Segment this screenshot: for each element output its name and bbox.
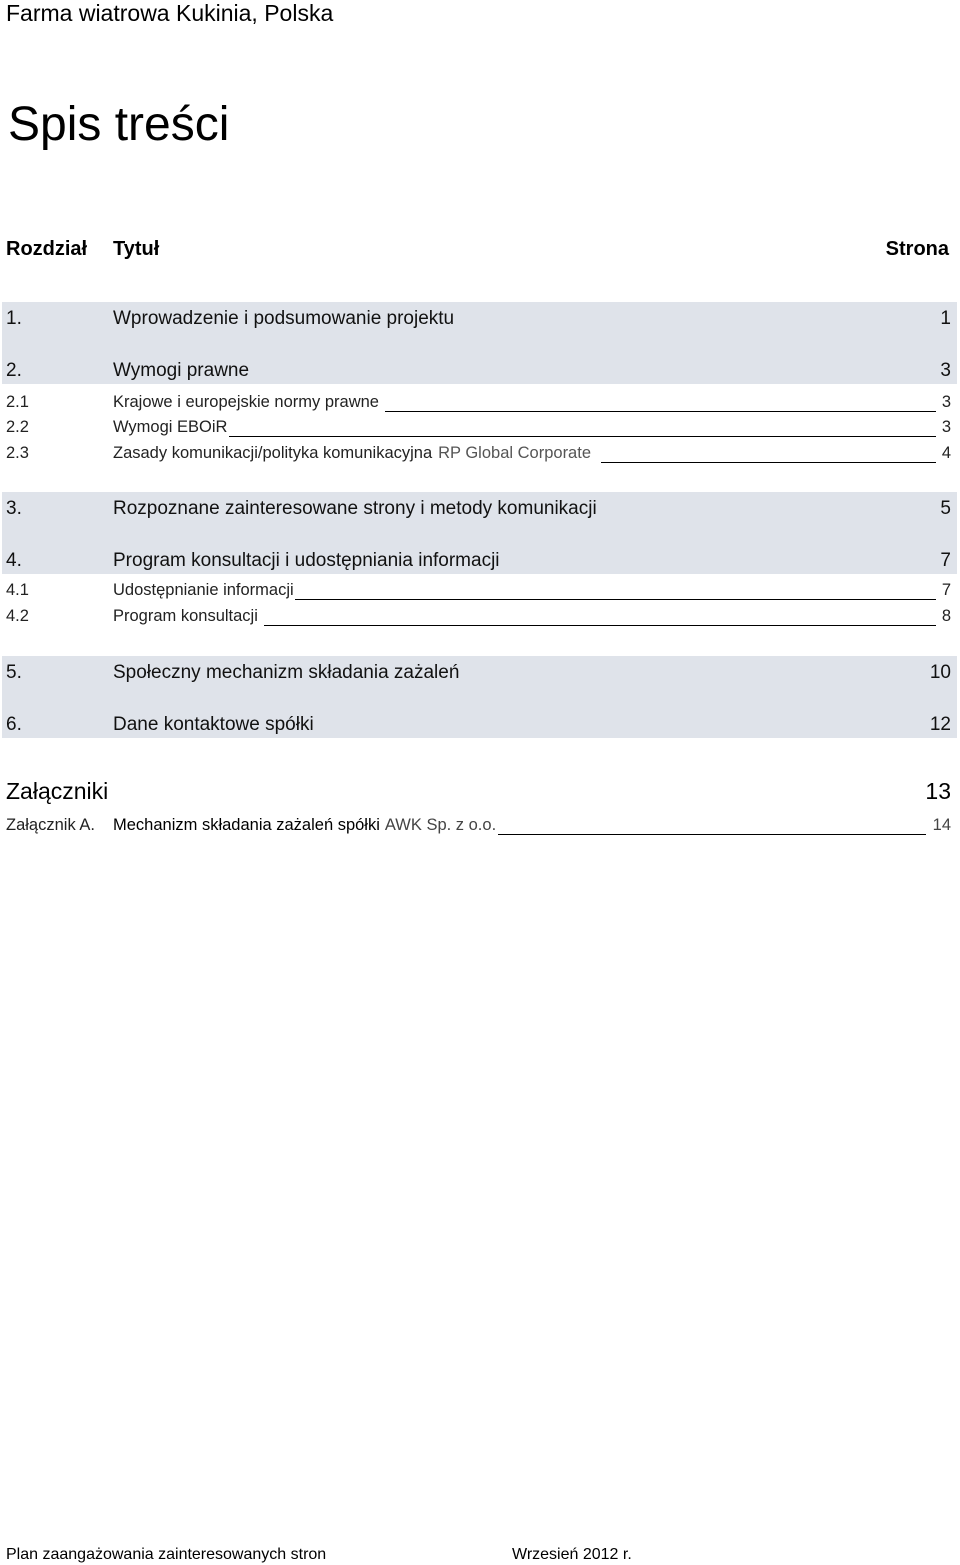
entry-page: 3 <box>941 393 951 411</box>
entry-title-text: Program konsultacji <box>113 607 258 625</box>
entry-title: Społeczny mechanizm składania zażaleń <box>113 662 460 683</box>
entry-page: 3 <box>940 360 951 381</box>
entry-page: 1 <box>940 308 951 329</box>
entry-title: Rozpoznane zainteresowane strony i metody komunikacji <box>113 498 597 519</box>
entry-number: 2. <box>6 360 22 381</box>
toc-heading: Spis treści <box>8 98 230 151</box>
entry-number: 2.2 <box>6 418 29 436</box>
entry-title: Dane kontaktowe spółki <box>113 714 314 735</box>
entry-number: 4.2 <box>6 607 29 625</box>
entry-page: 4 <box>941 444 951 462</box>
dot-leader <box>295 585 936 600</box>
entry-title <box>113 606 936 626</box>
dot-leader <box>264 611 936 626</box>
annex-page: 14 <box>932 816 951 834</box>
entry-number: 6. <box>6 714 22 735</box>
toc-column-headers <box>0 238 960 266</box>
entry-page: 12 <box>929 714 951 735</box>
annex-number: Załącznik A. <box>6 816 95 834</box>
entry-title <box>113 580 936 600</box>
footer-date: Wrzesień 2012 r. <box>512 1546 632 1563</box>
dot-leader <box>229 422 936 437</box>
entry-page: 10 <box>929 662 951 683</box>
entry-title-text: Zasady komunikacji/polityka komunikacyjna <box>113 444 433 462</box>
dot-leader <box>498 820 926 835</box>
annex-title-company: AWK Sp. z o.o. <box>384 816 497 834</box>
entry-title: Program konsultacji i udostępniania informacji <box>113 550 500 571</box>
column-header-page: Strona <box>885 238 949 260</box>
entry-title <box>113 392 936 412</box>
entry-title <box>113 443 936 463</box>
entry-number: 2.1 <box>6 393 29 411</box>
entry-title-company: RP Global Corporate <box>438 444 591 462</box>
entry-number: 1. <box>6 308 22 329</box>
entry-number: 5. <box>6 662 22 683</box>
entry-title: Wymogi prawne <box>113 360 250 381</box>
annexes-page: 13 <box>925 778 951 804</box>
entry-number: 4. <box>6 550 22 571</box>
column-header-title: Tytuł <box>113 238 160 260</box>
entry-page: 7 <box>940 550 951 571</box>
entry-title-text: Krajowe i europejskie normy prawne <box>113 393 379 411</box>
entry-title-text: Wymogi EBOiR <box>113 418 228 436</box>
entry-page: 8 <box>941 607 951 625</box>
footer-document-name: Plan zaangażowania zainteresowanych stron <box>6 1546 327 1563</box>
column-header-chapter: Rozdział <box>6 238 88 260</box>
document-title: Farma wiatrowa Kukinia, Polska <box>6 0 334 26</box>
entry-title-text: Udostępnianie informacji <box>113 581 294 599</box>
entry-page: 5 <box>940 498 951 519</box>
entry-number: 4.1 <box>6 581 29 599</box>
entry-number: 3. <box>6 498 22 519</box>
dot-leader <box>385 397 936 412</box>
annexes-heading: Załączniki <box>6 778 109 804</box>
entry-title: Wprowadzenie i podsumowanie projektu <box>113 308 455 329</box>
annex-title-text: Mechanizm składania zażaleń spółki <box>113 816 380 834</box>
annex-title <box>113 815 926 835</box>
entry-title <box>113 417 936 437</box>
entry-page: 7 <box>941 581 951 599</box>
entry-page: 3 <box>941 418 951 436</box>
dot-leader <box>601 448 936 463</box>
entry-number: 2.3 <box>6 444 29 462</box>
